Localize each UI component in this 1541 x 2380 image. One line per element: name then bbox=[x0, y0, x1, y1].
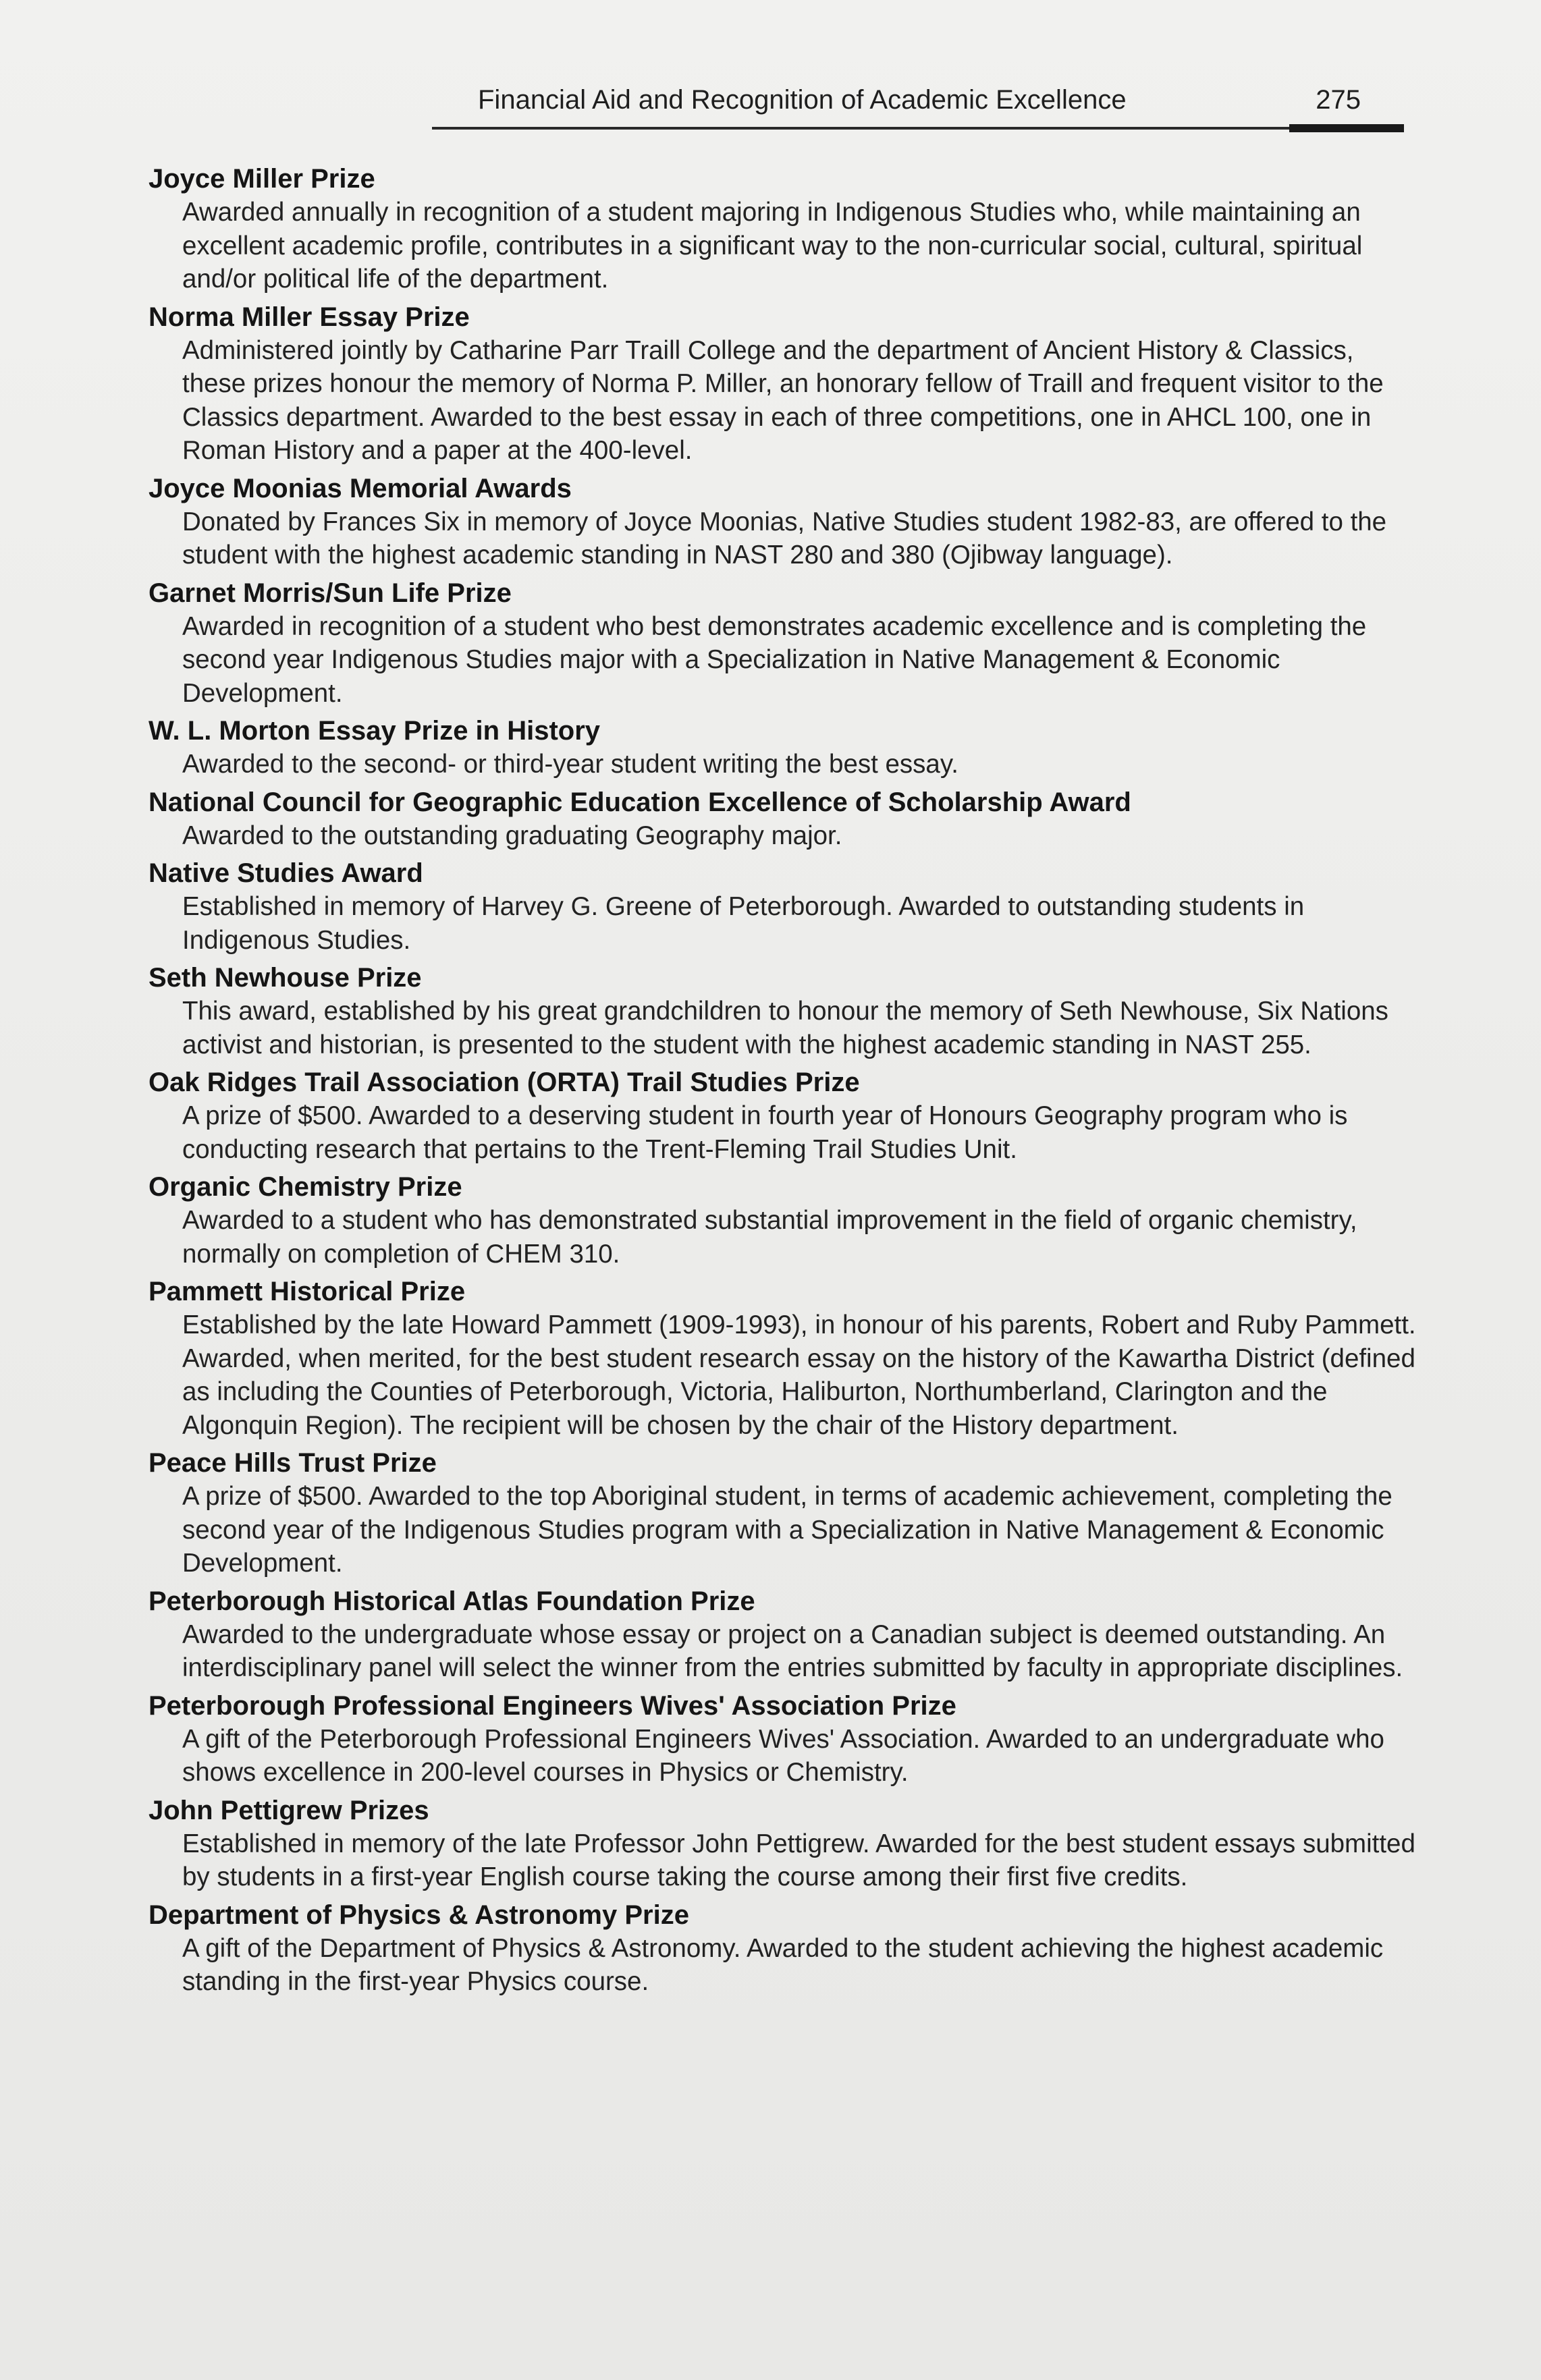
award-description: A gift of the Peterborough Professional Engineers Wives' Association. Awarded to an undergraduate who shows excellence in 200-level courses in Physics or Chemistry. bbox=[182, 1724, 1384, 1787]
awards-list bbox=[148, 162, 1417, 2003]
award-entry bbox=[148, 1066, 1417, 1166]
award-entry bbox=[148, 1794, 1417, 1894]
award-description: This award, established by his great grandchildren to honour the memory of Seth Newhouse, Six Nations activist and historian, is presented to the student with the highest academic standing in NAST 255. bbox=[182, 997, 1388, 1059]
award-entry bbox=[148, 576, 1417, 711]
award-title: Department of Physics & Astronomy Prize bbox=[148, 1900, 689, 1930]
award-entry bbox=[148, 785, 1417, 853]
award-description: A prize of $500. Awarded to the top Aboriginal student, in terms of academic achievement, completing the second year of the Indigenous Studies program with a Specialization in Native Management & Economic Development. bbox=[182, 1482, 1393, 1578]
award-title: Joyce Moonias Memorial Awards bbox=[148, 473, 572, 503]
header-rule-accent bbox=[1289, 124, 1404, 132]
award-entry bbox=[148, 714, 1417, 781]
award-description: Awarded in recognition of a student who best demonstrates academic excellence and is completing the second year Indigenous Studies major with a Specialization in Native Management & Economic Development. bbox=[182, 611, 1367, 708]
award-entry bbox=[148, 1275, 1417, 1442]
award-title: Peterborough Historical Atlas Foundation Prize bbox=[148, 1586, 755, 1616]
award-entry bbox=[148, 162, 1417, 296]
running-header bbox=[432, 80, 1404, 134]
header-rule bbox=[432, 127, 1404, 130]
award-entry bbox=[148, 1689, 1417, 1790]
award-description: Awarded to the second- or third-year student writing the best essay. bbox=[182, 750, 958, 779]
page-number: 275 bbox=[1316, 85, 1361, 115]
award-title: Norma Miller Essay Prize bbox=[148, 302, 470, 332]
award-title: Oak Ridges Trail Association (ORTA) Trail Studies Prize bbox=[148, 1068, 860, 1097]
award-entry bbox=[148, 1446, 1417, 1580]
award-title: Organic Chemistry Prize bbox=[148, 1172, 462, 1202]
award-entry bbox=[148, 856, 1417, 957]
header-title: Financial Aid and Recognition of Academic Excellence bbox=[478, 85, 1127, 115]
award-title: Peace Hills Trust Prize bbox=[148, 1448, 437, 1478]
award-entry bbox=[148, 472, 1417, 572]
award-title: Seth Newhouse Prize bbox=[148, 963, 422, 993]
award-entry bbox=[148, 1584, 1417, 1685]
award-title: John Pettigrew Prizes bbox=[148, 1795, 429, 1825]
award-title: Garnet Morris/Sun Life Prize bbox=[148, 578, 512, 608]
award-title: Pammett Historical Prize bbox=[148, 1277, 466, 1306]
award-entry bbox=[148, 1898, 1417, 1999]
award-description: Donated by Frances Six in memory of Joyce Moonias, Native Studies student 1982-83, are offered to the student with the highest academic standing in NAST 280 and 380 (Ojibway language). bbox=[182, 507, 1387, 570]
award-description: Awarded annually in recognition of a student majoring in Indigenous Studies who, while maintaining an excellent academic profile, contributes in a significant way to the non-curricular social, cultural, spiritual and/or political life of the department. bbox=[182, 198, 1363, 294]
award-title: Joyce Miller Prize bbox=[148, 164, 375, 194]
award-description: Awarded to a student who has demonstrated substantial improvement in the field of organic chemistry, normally on completion of CHEM 310. bbox=[182, 1206, 1357, 1269]
award-title: W. L. Morton Essay Prize in History bbox=[148, 716, 601, 746]
award-description: Awarded to the outstanding graduating Geography major. bbox=[182, 821, 842, 850]
award-entry bbox=[148, 300, 1417, 468]
award-title: National Council for Geographic Education Excellence of Scholarship Award bbox=[148, 787, 1131, 817]
award-description: Established in memory of the late Professor John Pettigrew. Awarded for the best student essays submitted by students in a first-year English course taking the course among their first five credits. bbox=[182, 1829, 1415, 1891]
award-title: Native Studies Award bbox=[148, 858, 423, 888]
award-description: Awarded to the undergraduate whose essay or project on a Canadian subject is deemed outstanding. An interdisciplinary panel will select the winner from the entries submitted by faculty in appropriate disciplines. bbox=[182, 1620, 1403, 1682]
award-entry bbox=[148, 961, 1417, 1061]
award-description: A gift of the Department of Physics & Astronomy. Awarded to the student achieving the highest academic standing in the first-year Physics course. bbox=[182, 1933, 1384, 1996]
award-description: Established by the late Howard Pammett (1909-1993), in honour of his parents, Robert and Ruby Pammett. Awarded, when merited, for the best student research essay on the history of the Kawartha District (defined as including the Counties of Peterborough, Victoria, Haliburton, Northumberland, Clarington and the Algonquin Region). The recipient will be chosen by the chair of the History department. bbox=[182, 1310, 1416, 1440]
award-description: A prize of $500. Awarded to a deserving student in fourth year of Honours Geography program who is conducting research that pertains to the Trent-Fleming Trail Studies Unit. bbox=[182, 1101, 1348, 1164]
award-description: Administered jointly by Catharine Parr Traill College and the department of Ancient History & Classics, these prizes honour the memory of Norma P. Miller, an honorary fellow of Traill and frequent visitor to the Classics department. Awarded to the best essay in each of three competitions, one in AHCL 100, one in Roman History and a paper at the 400-level. bbox=[182, 335, 1384, 465]
award-title: Peterborough Professional Engineers Wives' Association Prize bbox=[148, 1690, 956, 1721]
award-description: Established in memory of Harvey G. Greene of Peterborough. Awarded to outstanding students in Indigenous Studies. bbox=[182, 892, 1305, 955]
award-entry bbox=[148, 1170, 1417, 1271]
